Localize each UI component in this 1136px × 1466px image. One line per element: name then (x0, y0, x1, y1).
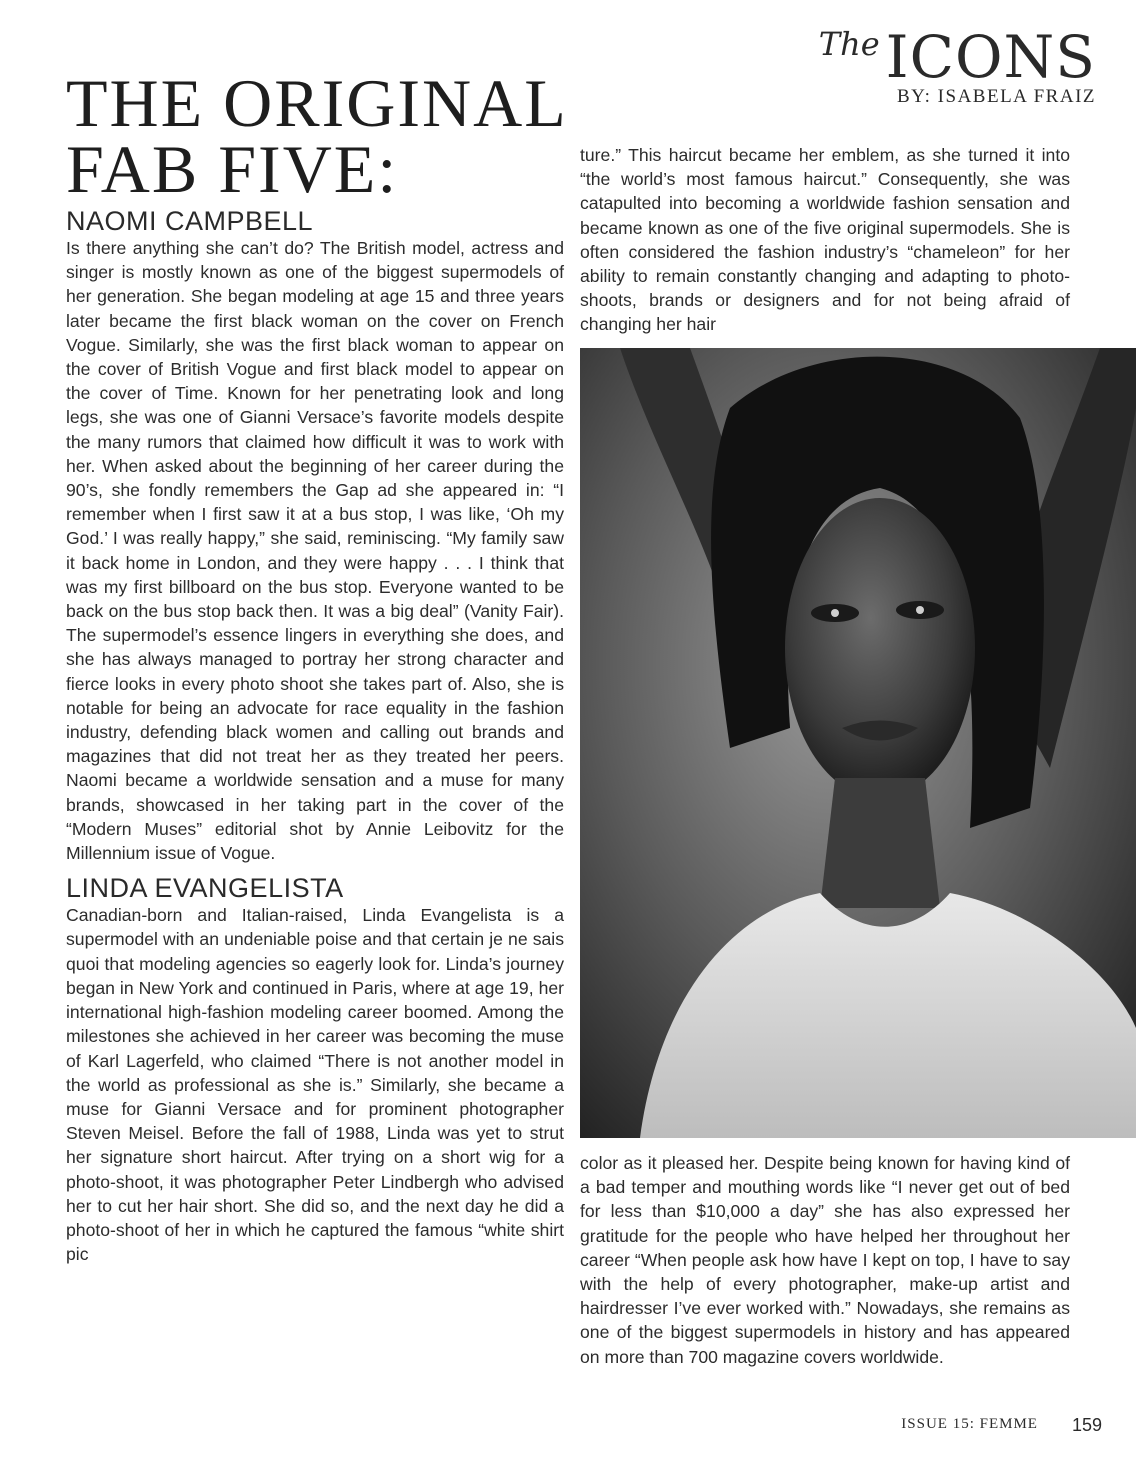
byline: BY: ISABELA FRAIZ (897, 86, 1096, 107)
right-column-bottom (580, 1151, 1070, 1369)
section-title-the: The (818, 25, 880, 63)
linda-body: Canadian-born and Italian-raised, Linda Evangelista is a supermodel with an undeniable poise and that certain je ne sais quoi that modeling agencies so eagerly look for. Linda’s journey began in New York and continued in Paris, where at age 19, her international high-fashion modeling career boomed. Among the milestones she achieved in her career was becoming the muse of Karl Lagerfeld, who claimed “There is not another model in the world as professional as she is.” Similarly, she became a muse for Gianni Versace and for prominent photographer Steven Meisel. Before the fall of 1988, Linda was yet to strut her signature short haircut. After trying on a short wig for a photo-shoot, it was photographer Peter Lindbergh who advised her to cut her hair short. She did so, and the next day he did a photo-shoot of her in which he captured the famous “white shirt pic (66, 905, 564, 1265)
linda-heading: LINDA EVANGELISTA (66, 873, 344, 904)
page-number: 159 (1071, 1415, 1102, 1435)
page-footer (901, 1415, 1102, 1436)
naomi-heading: NAOMI CAMPBELL (66, 206, 314, 236)
linda-body-continued-bottom: color as it pleased her. Despite being known for having kind of a bad temper and mouthing words like “I never get out of bed for less than $10,000 a day” she has also expressed her gratitude for the people who have helped her throughout her career “When people ask how have I kept on top, I have to say with the help of every photographer, make-up artist and hairdresser I’ve ever worked with.” Nowadays, she remains as one of the biggest supermodels in history and has appeared on more than 700 magazine covers worldwide. (580, 1153, 1070, 1367)
article-title-line1: THE ORIGINAL (66, 65, 568, 141)
naomi-body: Is there anything she can’t do? The British model, actress and singer is mostly known as one of the biggest supermodels of her generation. She began modeling at age 15 and three years later became the first black woman on the cover on French Vogue. Similarly, she was the first black woman to appear on the cover of British Vogue and first black model to appear on the cover of Time. Known for her penetrating look and long legs, she was one of Gianni Versace’s favorite models despite the many rumors that claimed how difficult it was to work with her. When asked about the beginning of her career during the 90’s, she fondly remembers the Gap ad she appeared in: “I remember when I first saw it at a bus stop, I was like, ‘Oh my God.’ I was really happy,” she said, reminiscing. “My family saw it back home in London, and they were happy . . . I think that was my first billboard on the bus stop. Everyone wanted to be back on the bus stop back then. It was a big deal” (Vanity Fair). The supermodel’s essence lingers in everything she does, and she has always managed to portray her strong character and fierce looks in every photo shoot she takes part of. Also, she is notable for being an advocate for race equality in the fashion industry, defending black women and calling out brands and magazines that did not treat her as they treated her peers. Naomi became a worldwide sensation and a muse for many brands, showcased in her taking part in the cover of the “Modern Muses” editorial shot by Annie Leibovitz for the Millennium issue of Vogue. (66, 238, 564, 864)
article-title-line2: FAB FIVE: (66, 131, 399, 207)
section-title-icons: ICONS (885, 23, 1096, 91)
issue-label: ISSUE 15: FEMME (901, 1416, 1038, 1432)
linda-body-continued-top: ture.” This haircut became her emblem, as she turned it into “the world’s most famous haircut.” Consequently, she was catapulted into becoming a worldwide fashion sensation and became known as one of the five original supermodels. She is often considered the fashion industry’s “chameleon” for her ability to remain constantly changing and adapting to photo-shoots, brands or designers and for not being afraid of changing her hair (580, 145, 1070, 335)
portrait-photo (580, 348, 1136, 1138)
article-title (66, 65, 586, 207)
section-header (818, 23, 1096, 108)
section-title (818, 23, 1096, 91)
portrait-illustration (580, 348, 1136, 1138)
left-column (66, 206, 564, 1266)
right-column-top (580, 143, 1070, 337)
